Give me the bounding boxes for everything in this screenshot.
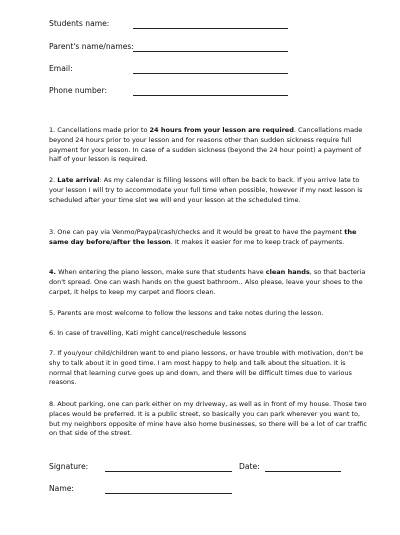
rule-text-run: 2.: [49, 176, 58, 184]
rule-text-run: . Cancellations made beyond 24 hours prior to your lesson and for reasons other than sudden sickness require full payment for your lesson. In case of a sudden sickness (beyond the 24 hour point) a payment of half of your lesson is required.: [49, 126, 363, 164]
signature-label: Signature:: [49, 462, 89, 471]
rule-5: [49, 309, 367, 319]
rule-text-run: clean hands: [265, 268, 310, 276]
rule-8: [49, 400, 367, 439]
email-label: Email:: [49, 64, 73, 73]
rule-text-run: 3. One can pay via Venmo/Paypal/cash/checks and it would be great to have the payment: [49, 228, 345, 236]
rule-text-run: 8. About parking, one can park either on my driveway, as well as in front of my house. Those two places would be preferred. It is a public street, so basically you can park wherever you want to, but my neighbors opposite of mine have also home businesses, so there will be a lot of car traffic on that side of the street.: [49, 400, 367, 438]
rule-4: [49, 268, 367, 297]
date-line[interactable]: [265, 471, 341, 472]
student-name-line[interactable]: [133, 28, 288, 29]
rule-2: [49, 176, 367, 205]
student-name-label: Students name:: [49, 19, 110, 28]
rule-text-run: 24 hours from your lesson are required: [149, 126, 294, 134]
rule-text-run: the same day before/after the lesson: [49, 228, 357, 246]
rule-text-run: 5. Parents are most welcome to follow the lessons and take notes during the lesson.: [49, 309, 324, 317]
rule-text-run: 6. In case of travelling, Kati might cancel/reschedule lessons: [49, 329, 247, 337]
rule-text-run: 7. If you/your child/children want to end piano lessons, or have trouble with motivation, don't be shy to talk about it in good time. I am most happy to help and talk about the situation. It is normal that learning curve goes up and down, and there will be difficult times due to various reasons.: [49, 349, 364, 387]
rule-text-run: : As my calendar is filling lessons will often be back to back. If you arrive late to your lesson I will try to accommodate your full time when possible, however if my next lesson is scheduled after your time slot we will end your lesson at the scheduled time.: [49, 176, 363, 204]
phone-line[interactable]: [133, 95, 288, 96]
rule-text-run: Late arrival: [57, 176, 100, 184]
rule-3: [49, 228, 367, 248]
date-label: Date:: [239, 462, 260, 471]
email-line[interactable]: [133, 73, 288, 74]
rule-text-run: . It makes it easier for me to keep track of payments.: [170, 237, 345, 246]
name-label: Name:: [49, 484, 74, 493]
rule-text-run: 1. Cancellations made prior to: [49, 126, 150, 134]
signature-line[interactable]: [105, 471, 232, 472]
rule-7: [49, 349, 367, 388]
rule-text-run: When entering the piano lesson, make sure that students have: [56, 268, 266, 276]
rule-text-run: , so that bacteria don't spread. One can wash hands on the guest bathroom.. Also please, leave your shoes to the carpet, it helps to keep my carpet and floors clean.: [49, 268, 366, 296]
name-line[interactable]: [105, 493, 232, 494]
phone-label: Phone number:: [49, 86, 107, 95]
rule-6: [49, 329, 367, 339]
parent-name-label: Parent's name/names:: [49, 42, 134, 51]
parent-name-line[interactable]: [133, 51, 288, 52]
rule-1: [49, 126, 367, 165]
rule-text-run: 4.: [49, 268, 57, 276]
